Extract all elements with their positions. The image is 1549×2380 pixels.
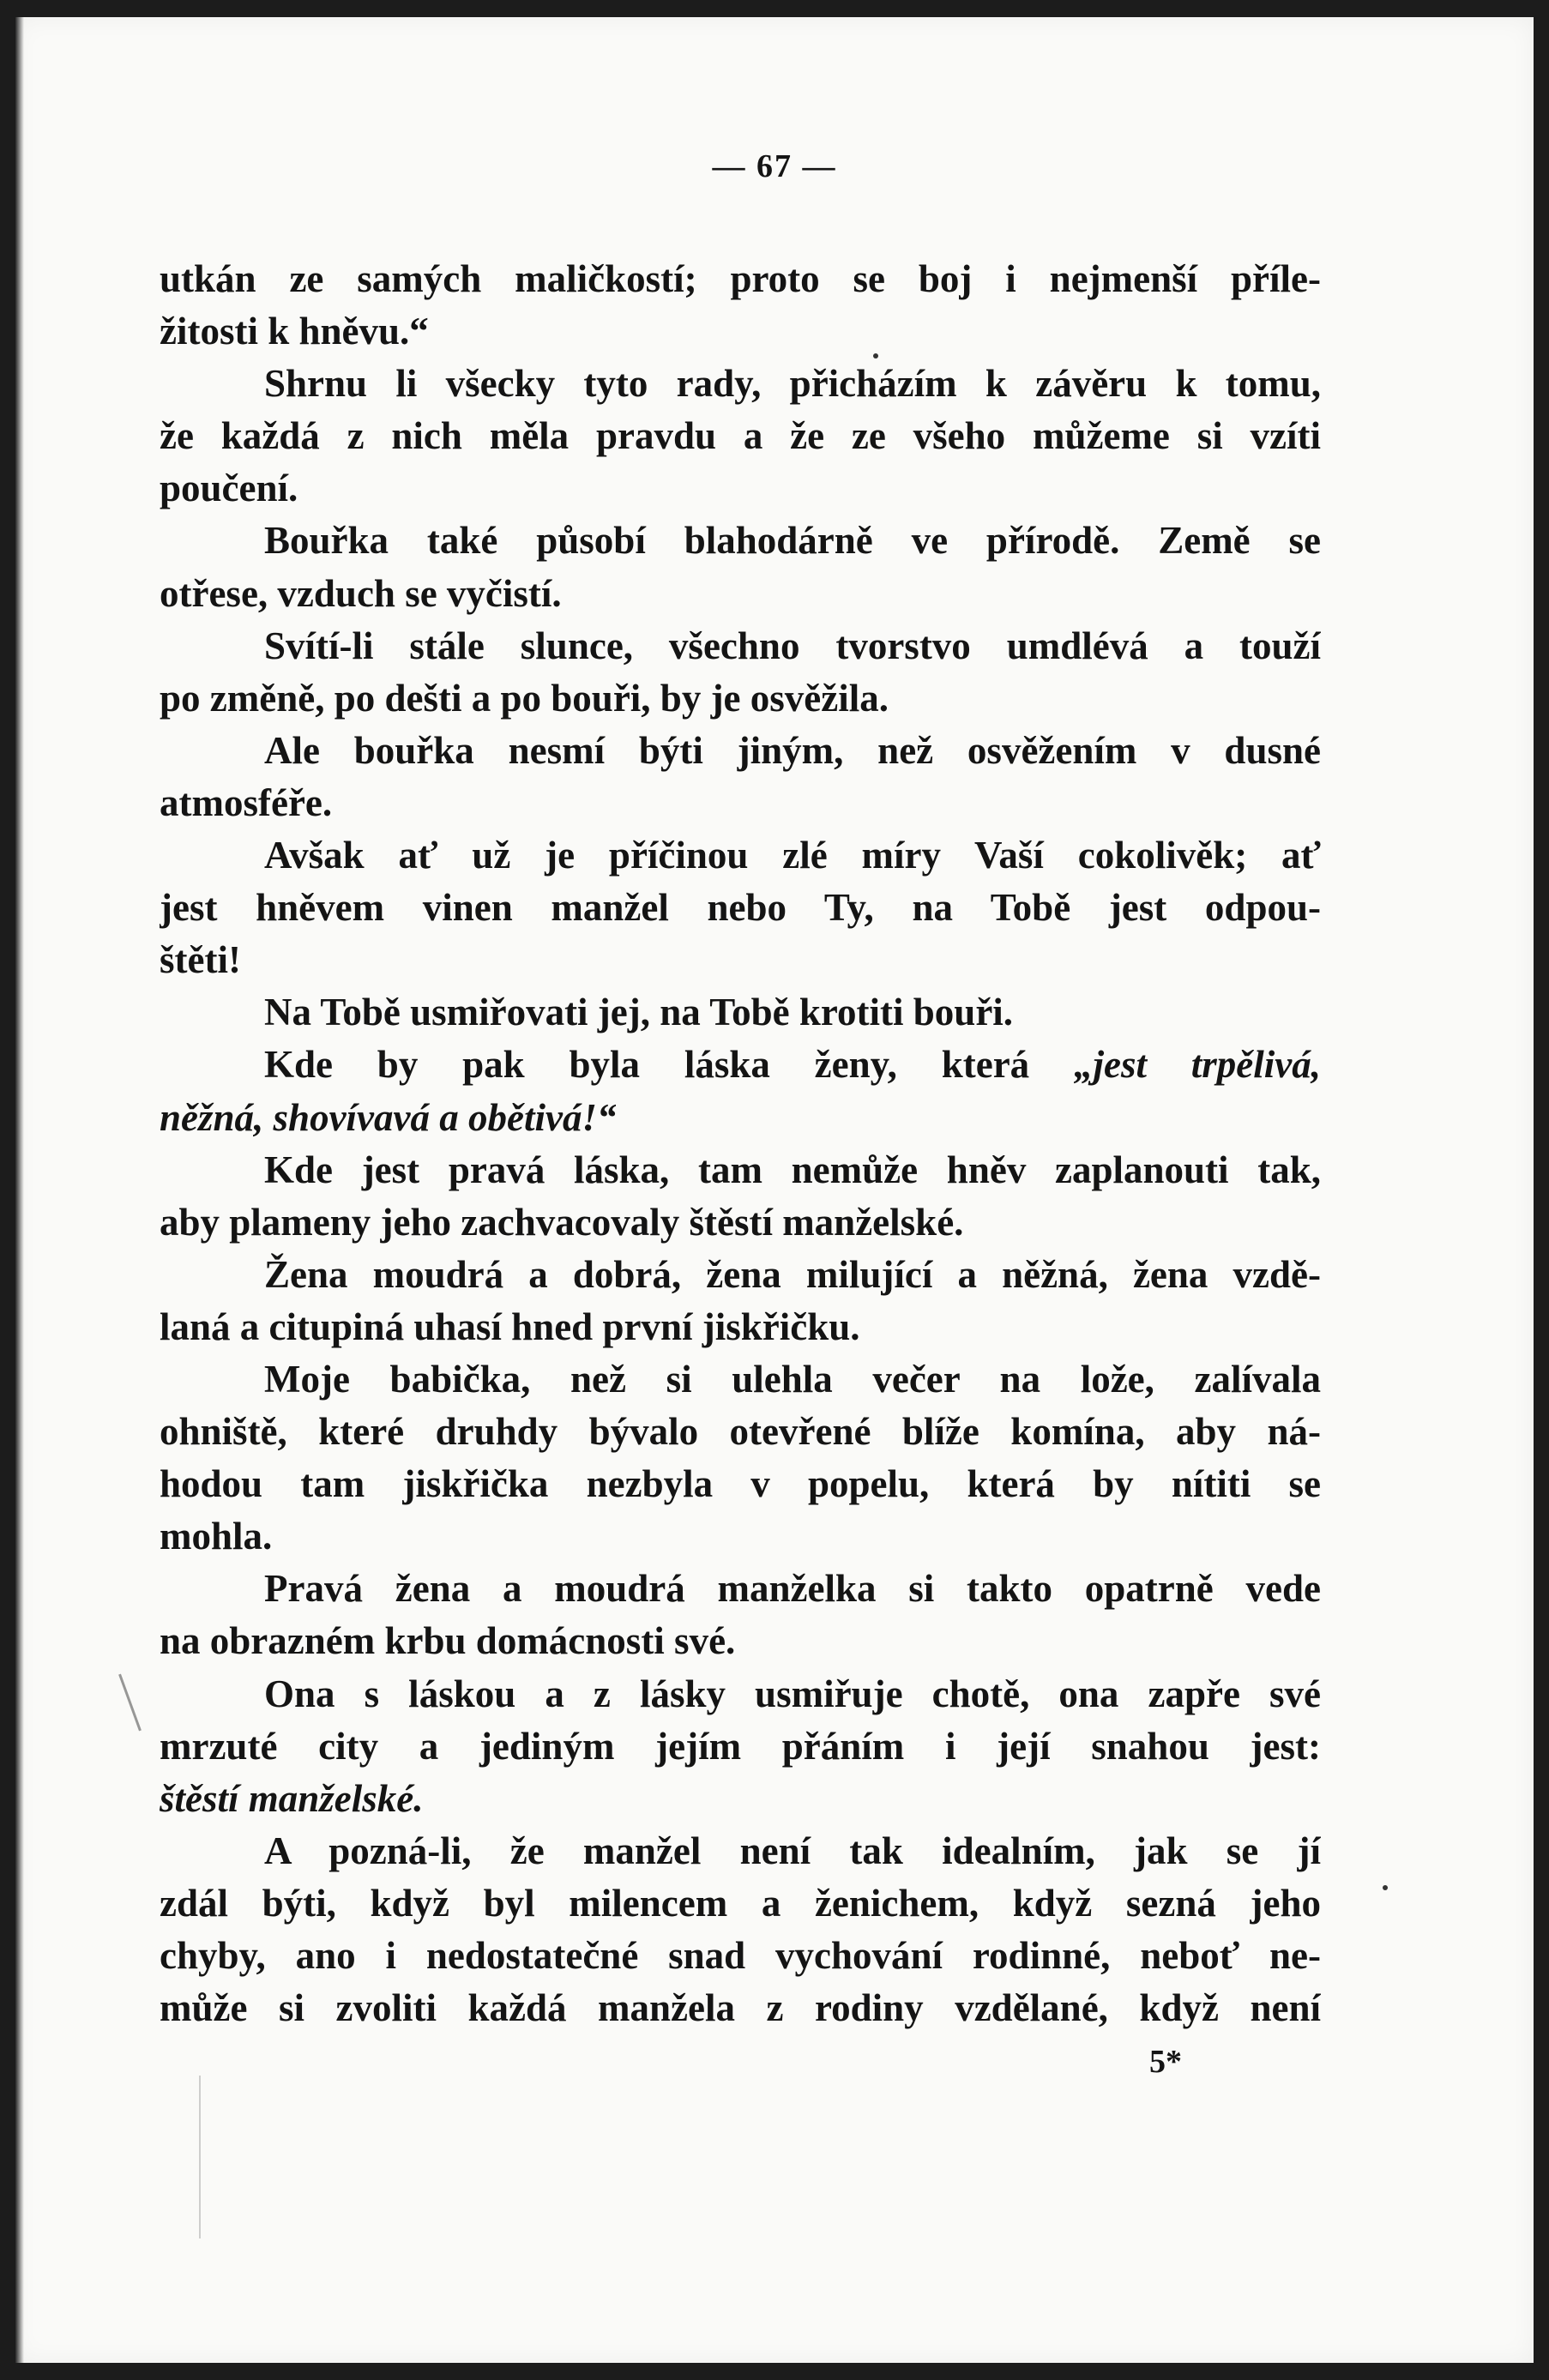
text-line: štěti!	[160, 938, 241, 982]
text-line: může si zvoliti každá manžela z rodiny vzdělané, když není	[160, 1986, 1321, 2030]
text-line: ohniště, které druhdy bývalo otevřené blíže komína, aby ná-	[160, 1410, 1321, 1454]
ink-speck	[873, 353, 878, 359]
text-line: Avšak ať už je příčinou zlé míry Vaší cokolivěk; ať	[264, 834, 1321, 877]
signature-mark: 5*	[1149, 2044, 1182, 2080]
text-line: A pozná-li, že manžel není tak idealním, jak se jí	[264, 1829, 1321, 1872]
text-line: Moje babička, než si ulehla večer na lože, zalívala	[264, 1357, 1321, 1401]
page-number: — 67 —	[712, 148, 837, 184]
text-line: na obrazném krbu domácnosti své.	[160, 1619, 736, 1663]
text-line: Bouřka také působí blahodárně ve přírodě. Země se	[264, 519, 1321, 563]
text-line: hodou tam jiskřička nezbyla v popelu, která by nítiti se	[160, 1462, 1321, 1506]
ink-speck	[1383, 1885, 1388, 1890]
text-line: zdál býti, když byl milencem a ženichem, když sezná jeho	[160, 1881, 1321, 1925]
text-line: jest hněvem vinen manžel nebo Ty, na Tobě jest odpou-	[160, 886, 1321, 930]
text-line: Shrnu li všecky tyto rady, přicházím k závěru k tomu,	[264, 362, 1321, 406]
text-line: aby plameny jeho zachvacovaly štěstí manželské.	[160, 1200, 964, 1244]
body-text	[160, 253, 1321, 2034]
text-line: Žena moudrá a dobrá, žena milující a něžná, žena vzdě-	[264, 1252, 1321, 1296]
text-line: že každá z nich měla pravdu a že ze všeho můžeme si vzíti	[160, 414, 1321, 458]
text-line: Kde jest pravá láska, tam nemůže hněv zaplanouti tak,	[264, 1148, 1321, 1191]
text-line: laná a citupiná uhasí hned první jiskřičku.	[160, 1304, 860, 1348]
text-line: atmosféře.	[160, 780, 333, 824]
text-line: chyby, ano i nedostatečné snad vychování rodinné, neboť ne-	[160, 1934, 1321, 1977]
margin-faint-line	[199, 2076, 201, 2238]
text-line: utkán ze samých maličkostí; proto se boj i nejmenší příle-	[160, 257, 1321, 300]
text-line-italic: štěstí manželské.	[160, 1776, 424, 1820]
text-line-italic: něžná, shovívavá a obětivá!“	[160, 1095, 617, 1139]
text-line: Ona s láskou a z lásky usmiřuje chotě, ona zapře své	[264, 1672, 1321, 1715]
text-line: po změně, po dešti a po bouři, by je osvěžila.	[160, 676, 889, 720]
text-line: Ale bouřka nesmí býti jiným, než osvěžením v dusné	[264, 728, 1321, 772]
text-line: Pravá žena a moudrá manželka si takto opatrně vede	[264, 1567, 1321, 1611]
italic-quote: „jest trpělivá,	[1073, 1043, 1321, 1087]
text-line: žitosti k hněvu.“	[160, 310, 429, 353]
text-line: Svítí-li stále slunce, všechno tvorstvo umdlévá a touží	[264, 624, 1321, 667]
text-line: mohla.	[160, 1515, 273, 1558]
text-line: Kde by pak byla láska ženy, která „jest trpělivá,	[264, 1043, 1321, 1087]
text-line: Na Tobě usmiřovati jej, na Tobě krotiti bouři.	[264, 991, 1014, 1034]
text-line: poučení.	[160, 467, 298, 510]
text-line: otřese, vzduch se vyčistí.	[160, 571, 562, 615]
text-line: mrzuté city a jediným jejím přáním i její snahou jest:	[160, 1724, 1321, 1768]
page-binding-edge	[15, 17, 24, 2363]
